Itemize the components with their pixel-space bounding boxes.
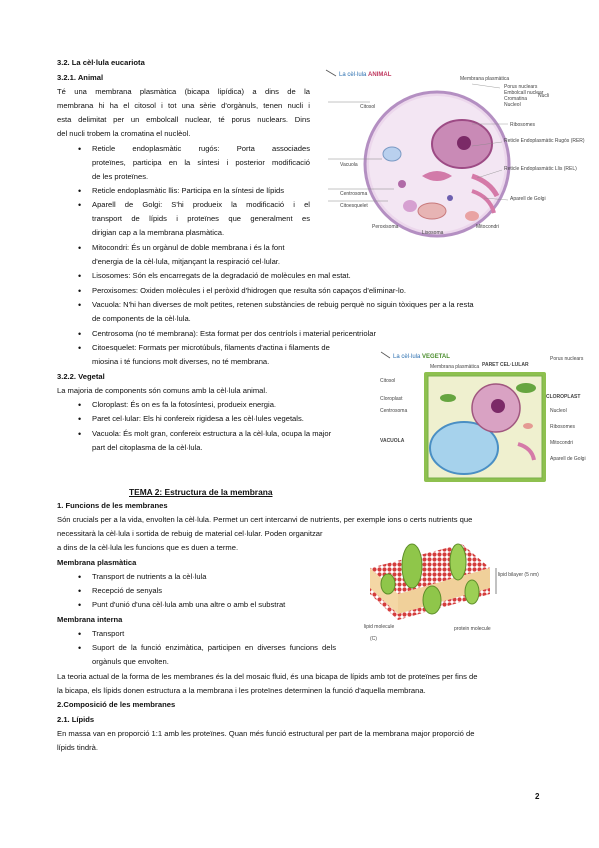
page-number: 2 xyxy=(535,792,540,801)
figure-label: Embolcall nuclear xyxy=(504,90,544,96)
text-line: orgànuls que envolten. xyxy=(92,657,169,667)
figure-label: lipid molecule xyxy=(364,624,395,630)
figure-label: Peroxisoma xyxy=(372,224,399,230)
figure-label: Aparell de Golgi xyxy=(550,456,586,462)
figure-label: Reticle Endoplasmàtic Llis (REL) xyxy=(504,166,577,172)
list-item xyxy=(92,341,330,369)
figure-label: lipid bilayer (5 nm) xyxy=(498,572,539,578)
figure-title-word: VEGETAL xyxy=(422,354,450,360)
figure-label: Cromatina xyxy=(504,96,528,102)
figure-label: Porus nuclears xyxy=(504,84,538,90)
figure-label: Mitocondri xyxy=(550,440,574,446)
figure-label: Nucleol xyxy=(504,102,521,108)
text-line: • Peroxisomes: Oxiden molècules i el peròxid d'hidrogen que resulta són capaços d'eliminar-lo. xyxy=(92,286,406,295)
figure-label: Lisosoma xyxy=(422,230,444,236)
text-line: dirigian cap a la membrana plasmàtica. xyxy=(92,228,225,238)
heading-2-1: 2.1. Lípids xyxy=(57,715,95,724)
text-line: • Suport de la funció enzimàtica, participen en diverses funcions dels xyxy=(92,643,336,652)
animal-cell-figure xyxy=(322,66,585,248)
text-line: • Punt d'unió d'una cèl·lula amb una altre o amb el substrat xyxy=(92,600,286,609)
text-line: • Transport de nutrients a la cèl·lula xyxy=(92,572,207,581)
list-item xyxy=(92,398,276,412)
heading-2: 2.Composició de les membranes xyxy=(57,700,176,709)
text-line: • Aparell de Golgi: S'hi produeix la modificació i el xyxy=(92,200,310,209)
figure-label: CLOROPLAST xyxy=(546,394,581,400)
figure-title: La cèl·lula xyxy=(339,72,367,78)
figure-label: Membrana plasmàtica xyxy=(460,76,510,82)
figure-label: Citosol xyxy=(380,378,396,384)
figure-label: Vacuola xyxy=(340,162,358,168)
text-line: de components de la cèl·lula. xyxy=(92,314,191,324)
text-line: • Reticle endoplasmàtic llis: Participa en la síntesi de lípids xyxy=(92,186,285,195)
text-line: membrana hi ha el citosol i tot una sèrie d'orgànuls, tenen nucli i xyxy=(57,101,310,110)
text-line: part del citoplasma de la cèl·lula. xyxy=(92,443,203,453)
figure-label: Ribosomes xyxy=(510,122,536,128)
figure-label: PARET CEL·LULAR xyxy=(482,362,529,368)
text-line: • Citoesquelet: Formats per microtúbuls, filaments d'actina i filaments de xyxy=(92,343,330,352)
list-item xyxy=(92,298,474,326)
text-line: a dins de la cèl·lula les funcions que es duen a terme. xyxy=(57,543,239,552)
text-line: Són crucials per a la vida, envolten la cèl·lula. Permet un cert intercanvi de nutrients, per exemple ions o certs nutrients que xyxy=(57,515,473,524)
text-line: • Transport xyxy=(92,629,125,638)
figure-title-word: ANIMAL xyxy=(368,72,392,78)
figure-label: Reticle Endoplasmàtic Rugós (RER) xyxy=(504,138,585,144)
figure-label: Aparell de Golgi xyxy=(510,196,546,202)
heading-3-2: 3.2. La cèl·lula eucariota xyxy=(57,58,145,67)
text-line: lípids tindrà. xyxy=(57,743,98,752)
list-item xyxy=(92,184,284,198)
figure-label: Nucleol xyxy=(550,408,567,414)
heading-1: 1. Funcions de les membranes xyxy=(57,501,168,510)
tema2-title: TEMA 2: Estructura de la membrana xyxy=(129,487,273,497)
text-line: esta delimitat per un embolcall nuclear, té porus nuclears. Dins xyxy=(57,115,310,124)
list-item xyxy=(92,627,124,641)
text-line: • Reticle endoplasmàtic rugós: Porta associades xyxy=(92,144,310,153)
text-line: miosina i té funcions molt diverses, no té membrana. xyxy=(92,357,270,367)
figure-label: Citoesquelet xyxy=(340,203,368,209)
list-item xyxy=(92,598,285,612)
list-item xyxy=(92,427,331,455)
heading-membrana-plasmatica: Membrana plasmàtica xyxy=(57,558,137,567)
text-line: la bicapa, els lípids donen estructura a la membrana i les proteïnes determinen la funció d'aquella membrana. xyxy=(57,686,426,695)
figure-label: Porus nuclears xyxy=(550,356,584,362)
membrane-figure xyxy=(362,522,539,646)
figure-label: protein molecule xyxy=(454,626,491,632)
list-item xyxy=(92,412,304,426)
list-item xyxy=(92,641,336,669)
heading-3-2-1: 3.2.1. Animal xyxy=(57,73,104,82)
list-item xyxy=(92,584,162,598)
figure-label: Ribosomes xyxy=(550,424,576,430)
text-line: La teoria actual de la forma de les membranes és la del mosaic fluid, és una bicapa de lípids amb tot de proteïnes per fins de xyxy=(57,672,478,681)
list-item xyxy=(92,284,406,298)
text-line: d'energia de la cèl·lula, mitjançant la respiració cel·lular. xyxy=(92,257,281,267)
figure-label: VACUOLA xyxy=(380,438,405,444)
list-item xyxy=(92,269,351,283)
list-item xyxy=(92,570,207,584)
text-line: • Paret cel·lular: Els hi confereix rigidesa a les cèl·lules vegetals. xyxy=(92,414,304,423)
text-line: • Lisosomes: Són els encarregats de la degradació de molècules en mal estat. xyxy=(92,271,351,280)
text-line: • Mitocondri: És un orgànul de doble membrana i és la font xyxy=(92,243,285,252)
text-line: • Vacuola: És molt gran, confereix estructura a la cèl·lula, ocupa la major xyxy=(92,429,332,438)
text-line: Té una membrana plasmàtica (bicapa lipídica) a dins de la xyxy=(57,87,310,96)
list-item xyxy=(92,198,310,241)
text-line: • Centrosoma (no té membrana): Esta format per dos centríols i material pericentriolar xyxy=(92,329,377,338)
figure-label: Cloroplast xyxy=(380,396,403,402)
text-line: • Recepció de senyals xyxy=(92,586,163,595)
svg-text:La cèl·lula ANIMAL xyxy=(339,72,392,78)
heading-3-2-2: 3.2.2. Vegetal xyxy=(57,372,105,381)
figure-label: Centrosoma xyxy=(340,191,368,197)
text-line: • Cloroplast: És on es fa la fotosíntesi, produeix energia. xyxy=(92,400,277,409)
figure-label: Mitocondri xyxy=(476,224,500,230)
text-line: de les proteïnes. xyxy=(92,172,149,182)
vegetal-intro: La majoria de components són comuns amb la cèl·lula animal. xyxy=(57,386,268,395)
heading-membrana-interna: Membrana interna xyxy=(57,615,123,624)
figure-label: Citosol xyxy=(360,104,376,110)
text-line: necessitarà la cèl·lula i sortida de rebuig de material cel·lular. Poden organitzar xyxy=(57,529,323,538)
list-item xyxy=(92,142,310,185)
figure-label: Nucli xyxy=(538,93,550,99)
text-line: del nucli trobem la cromatina el nuclèol. xyxy=(57,129,191,138)
list-item xyxy=(92,327,376,341)
list-item xyxy=(92,241,284,269)
svg-text:La cèl·lula VEGETAL xyxy=(393,354,450,360)
text-line: En massa van en proporció 1:1 amb les proteïnes. Quan més funció estructural per part de la membrana major proporció de xyxy=(57,729,475,738)
figure-title: La cèl·lula xyxy=(393,354,421,360)
figure-label: Centrosoma xyxy=(380,408,408,414)
figure-label: (C) xyxy=(370,636,377,642)
figure-label: Membrana plasmàtica xyxy=(430,364,480,370)
text-line: • Vacuola: N'hi han diverses de molt petites, retenen substàncies de rebuig perquè no siguin tòxiques per a la resta xyxy=(92,300,474,309)
text-line: proteïnes, participa en la síntesi i posterior modificació xyxy=(92,158,310,168)
text-line: transport de lípids i proteïnes que generalment es xyxy=(92,214,310,224)
plant-cell-figure xyxy=(378,348,586,484)
